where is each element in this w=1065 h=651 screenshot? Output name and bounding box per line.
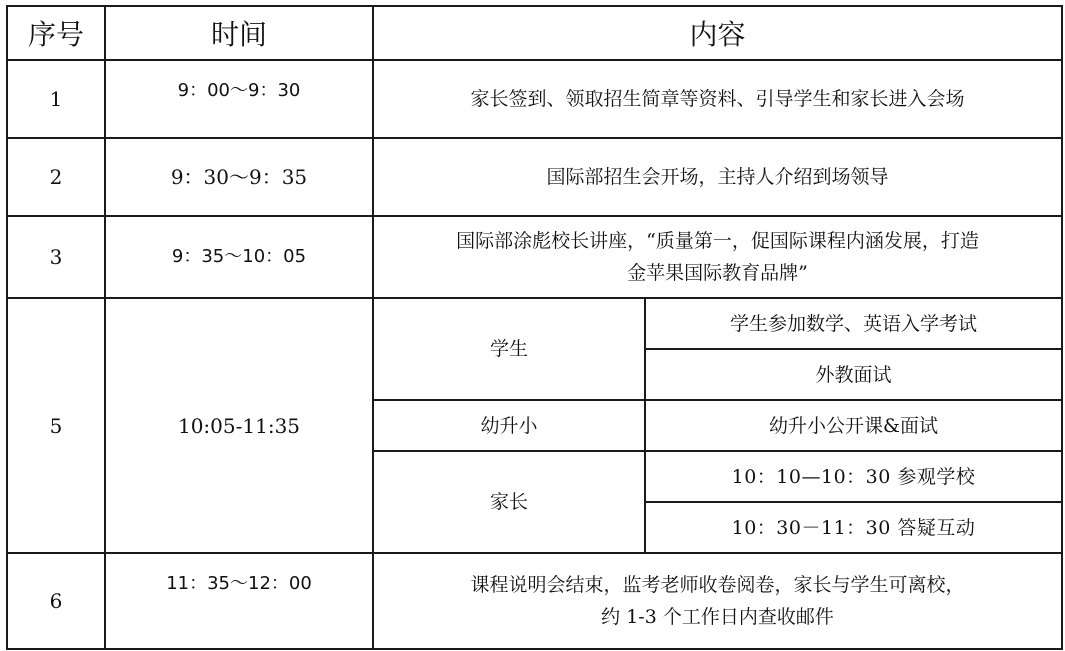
row-number: 1 [7,60,105,138]
header-no: 序号 [7,6,105,60]
table-row [7,138,1062,216]
row-time: 10:05-11:35 [105,298,373,553]
content-line: 国际部涂彪校长讲座，“质量第一，促国际课程内涵发展，打造 [456,230,979,252]
row-content [373,216,1062,298]
row-time: 11：35～12：00 [105,553,373,649]
group-label-kindergarten: 幼升小 [373,400,645,451]
group-item: 10：10—10：30 参观学校 [645,451,1062,502]
group-label-parents: 家长 [373,451,645,553]
row-number: 6 [7,553,105,649]
row-content [373,553,1062,649]
group-item: 外教面试 [645,349,1062,400]
group-item: 10：30－11：30 答疑互动 [645,502,1062,553]
row-time: 9：00～9：30 [105,60,373,138]
group-item: 学生参加数学、英语入学考试 [645,298,1062,349]
row-content: 国际部招生会开场，主持人介绍到场领导 [373,138,1062,216]
header-row [7,6,1062,60]
table-row [7,60,1062,138]
content-line: 约 1-3 个工作日内查收邮件 [601,606,834,628]
content-line: 金苹果国际教育品牌” [627,262,808,284]
row-time: 9：35～10：05 [105,216,373,298]
content-line: 课程说明会结束，监考老师收卷阅卷，家长与学生可离校， [470,574,965,596]
row-number: 5 [7,298,105,553]
table-row [7,553,1062,649]
row-time: 9：30～9：35 [105,138,373,216]
group-label-students: 学生 [373,298,645,400]
header-time: 时间 [105,6,373,60]
schedule-table [6,5,1063,650]
group-item: 幼升小公开课&面试 [645,400,1062,451]
table-row [7,298,1062,349]
row-number: 2 [7,138,105,216]
row-content: 家长签到、领取招生简章等资料、引导学生和家长进入会场 [373,60,1062,138]
header-content: 内容 [373,6,1062,60]
table-row [7,216,1062,298]
row-number: 3 [7,216,105,298]
